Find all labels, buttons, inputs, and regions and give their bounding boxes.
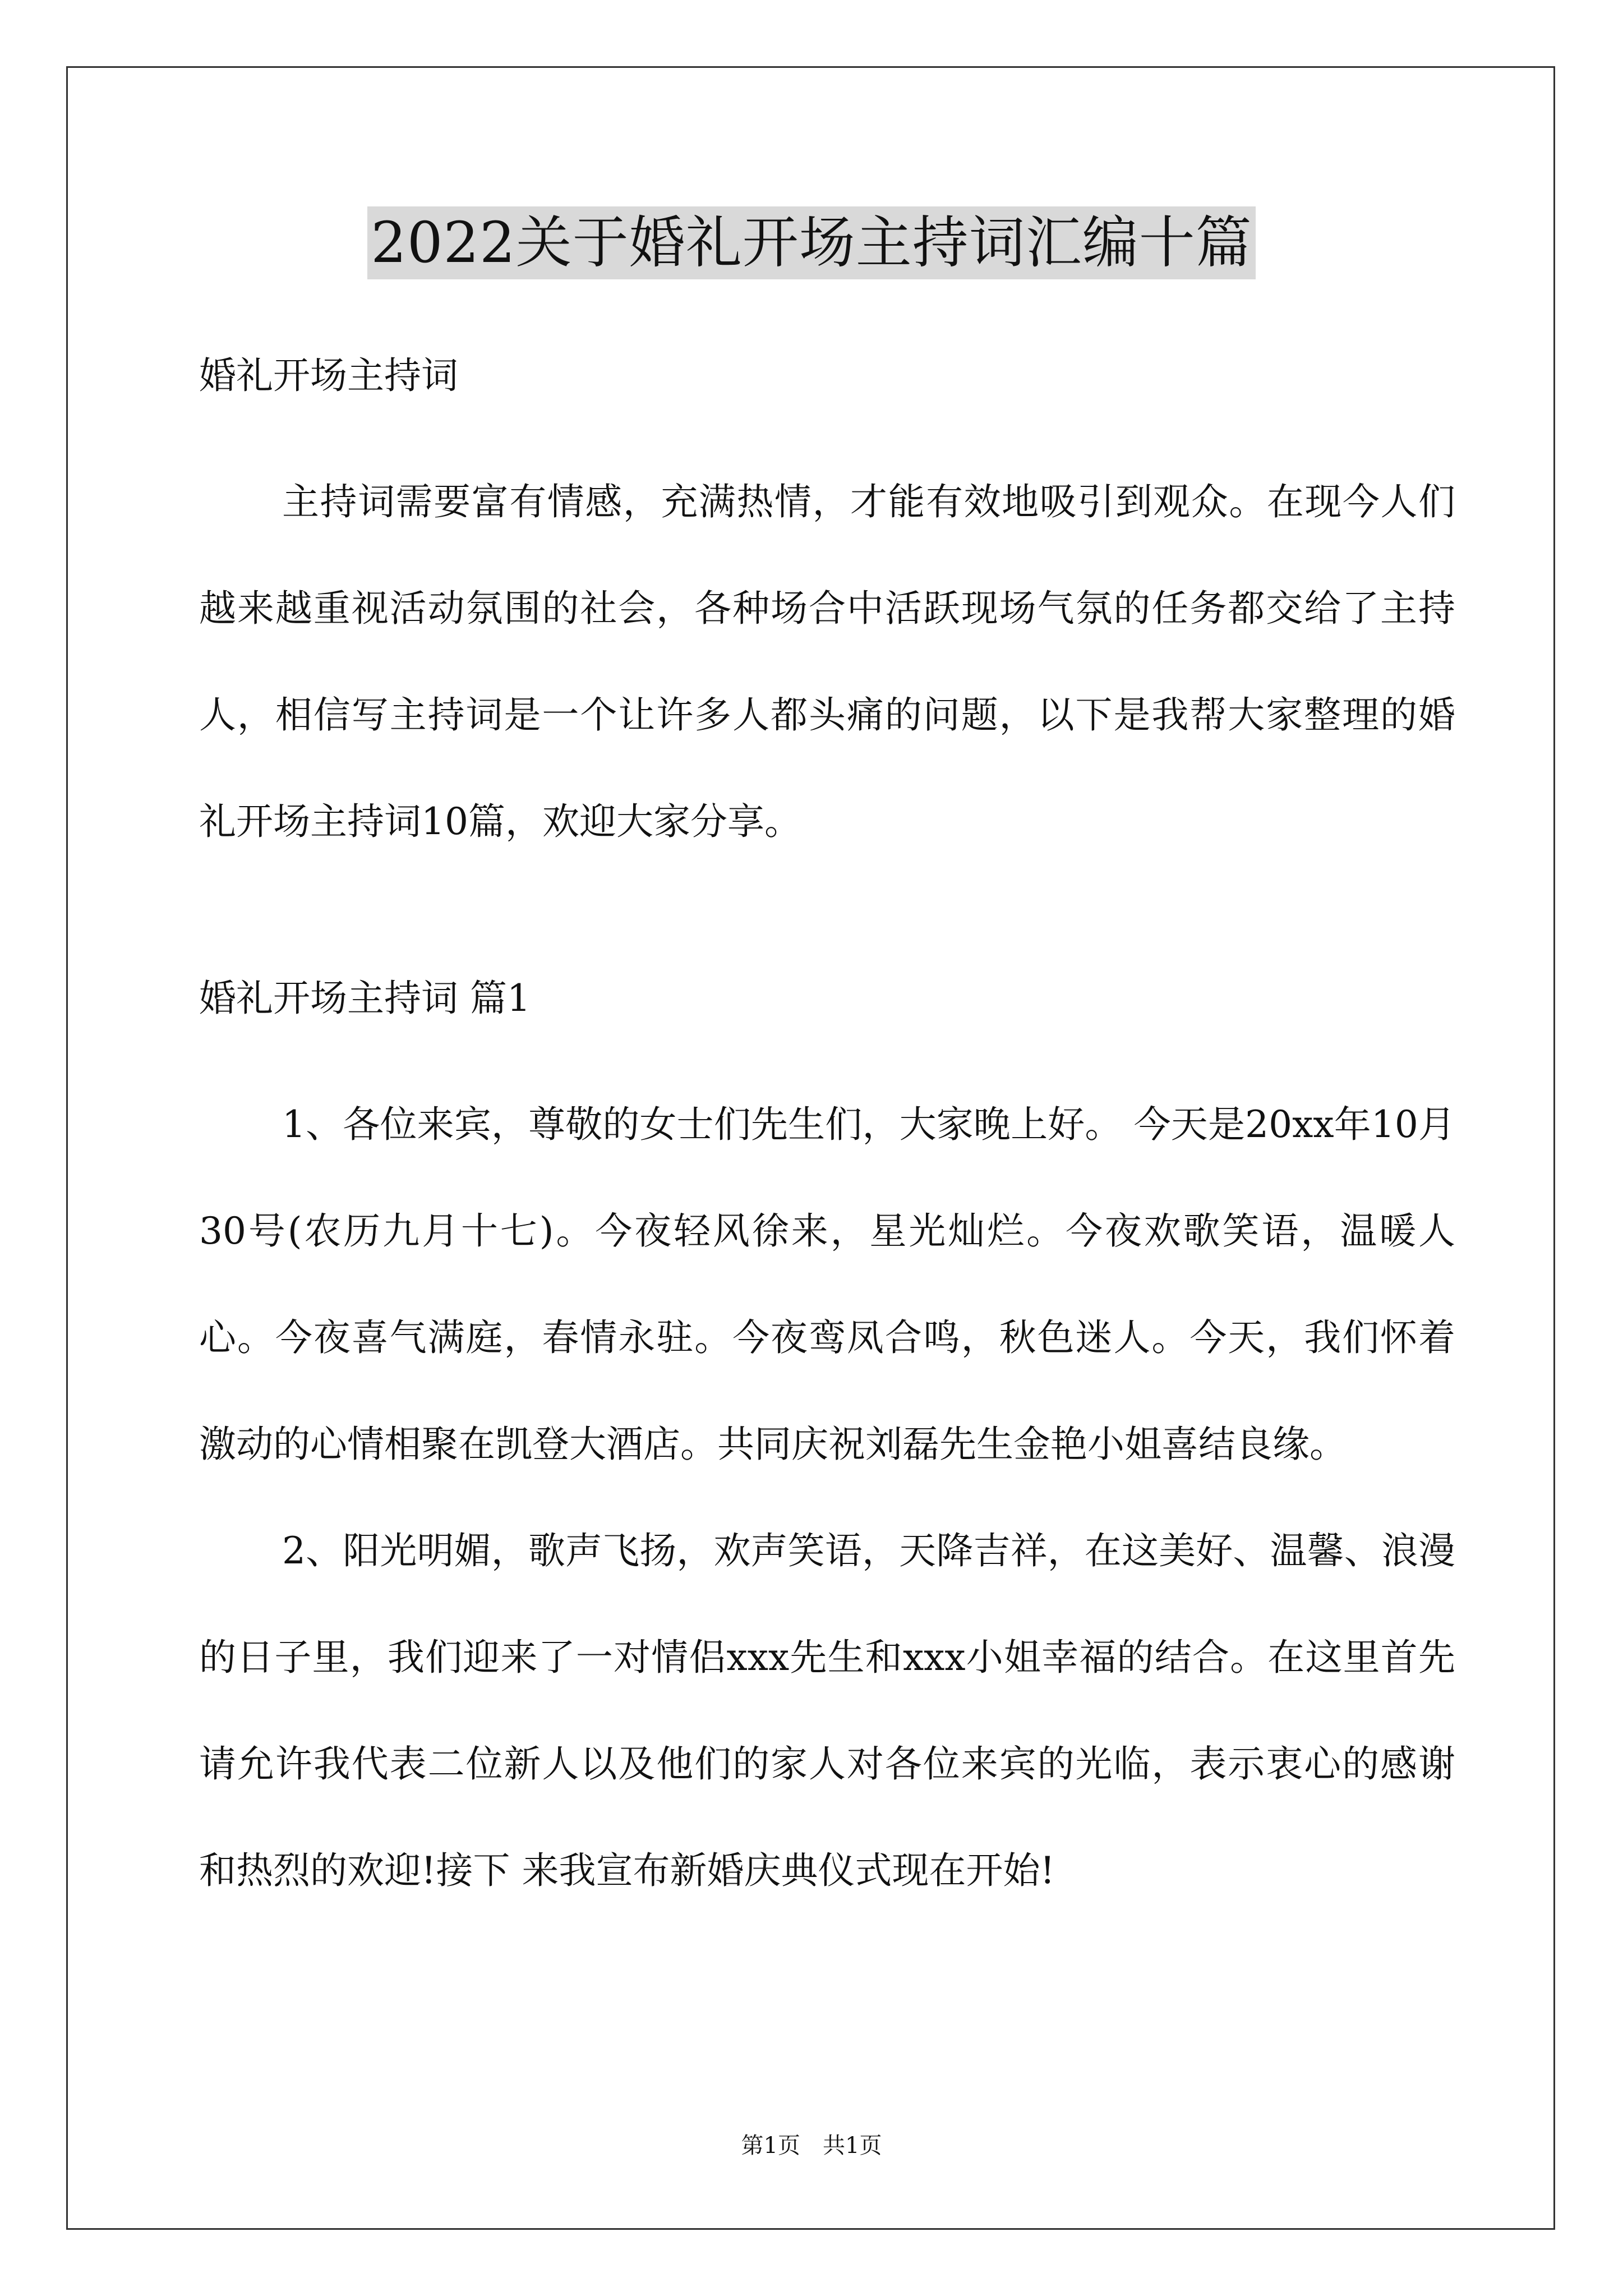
section-paragraph: 2、阳光明媚，歌声飞扬，欢声笑语，天降吉祥，在这美好、温馨、浪漫的日子里，我们迎来了一对情侣xxx先生和xxx小姐幸福的结合。在这里首先请允许我代表二位新人以及他们的家人对各位来宾的光临，表示衷心的感谢和热烈的欢迎!接下 来我宣布新婚庆典仪式现在开始!: [199, 1529, 1455, 1892]
page-footer: 第1页 共1页: [741, 2133, 882, 2159]
section-paragraph: 1、各位来宾，尊敬的女士们先生们，大家晚上好。 今天是20xx年10月30号(农历九月十七)。今夜轻风徐来，星光灿烂。今夜欢歌笑语，温暖人心。今夜喜气满庭，春情永驻。今夜鸾凤合鸣，秋色迷人。今天，我们怀着激动的心情相聚在凯登大酒店。共同庆祝刘磊先生金艳小姐喜结良缘。: [199, 1103, 1455, 1466]
intro-paragraph: 主持词需要富有情感，充满热情，才能有效地吸引到观众。在现今人们越来越重视活动氛围的社会，各种场合中活跃现场气氛的任务都交给了主持人，相信写主持词是一个让许多人都头痛的问题，以下是我帮大家整理的婚礼开场主持词10篇，欢迎大家分享。: [199, 480, 1455, 843]
intro-heading: 婚礼开场主持词: [199, 354, 458, 397]
section-heading: 婚礼开场主持词 篇1: [199, 977, 531, 1020]
title-container: [0, 206, 1623, 279]
document-title: 2022关于婚礼开场主持词汇编十篇: [367, 206, 1256, 279]
document-body: [199, 348, 1455, 1924]
